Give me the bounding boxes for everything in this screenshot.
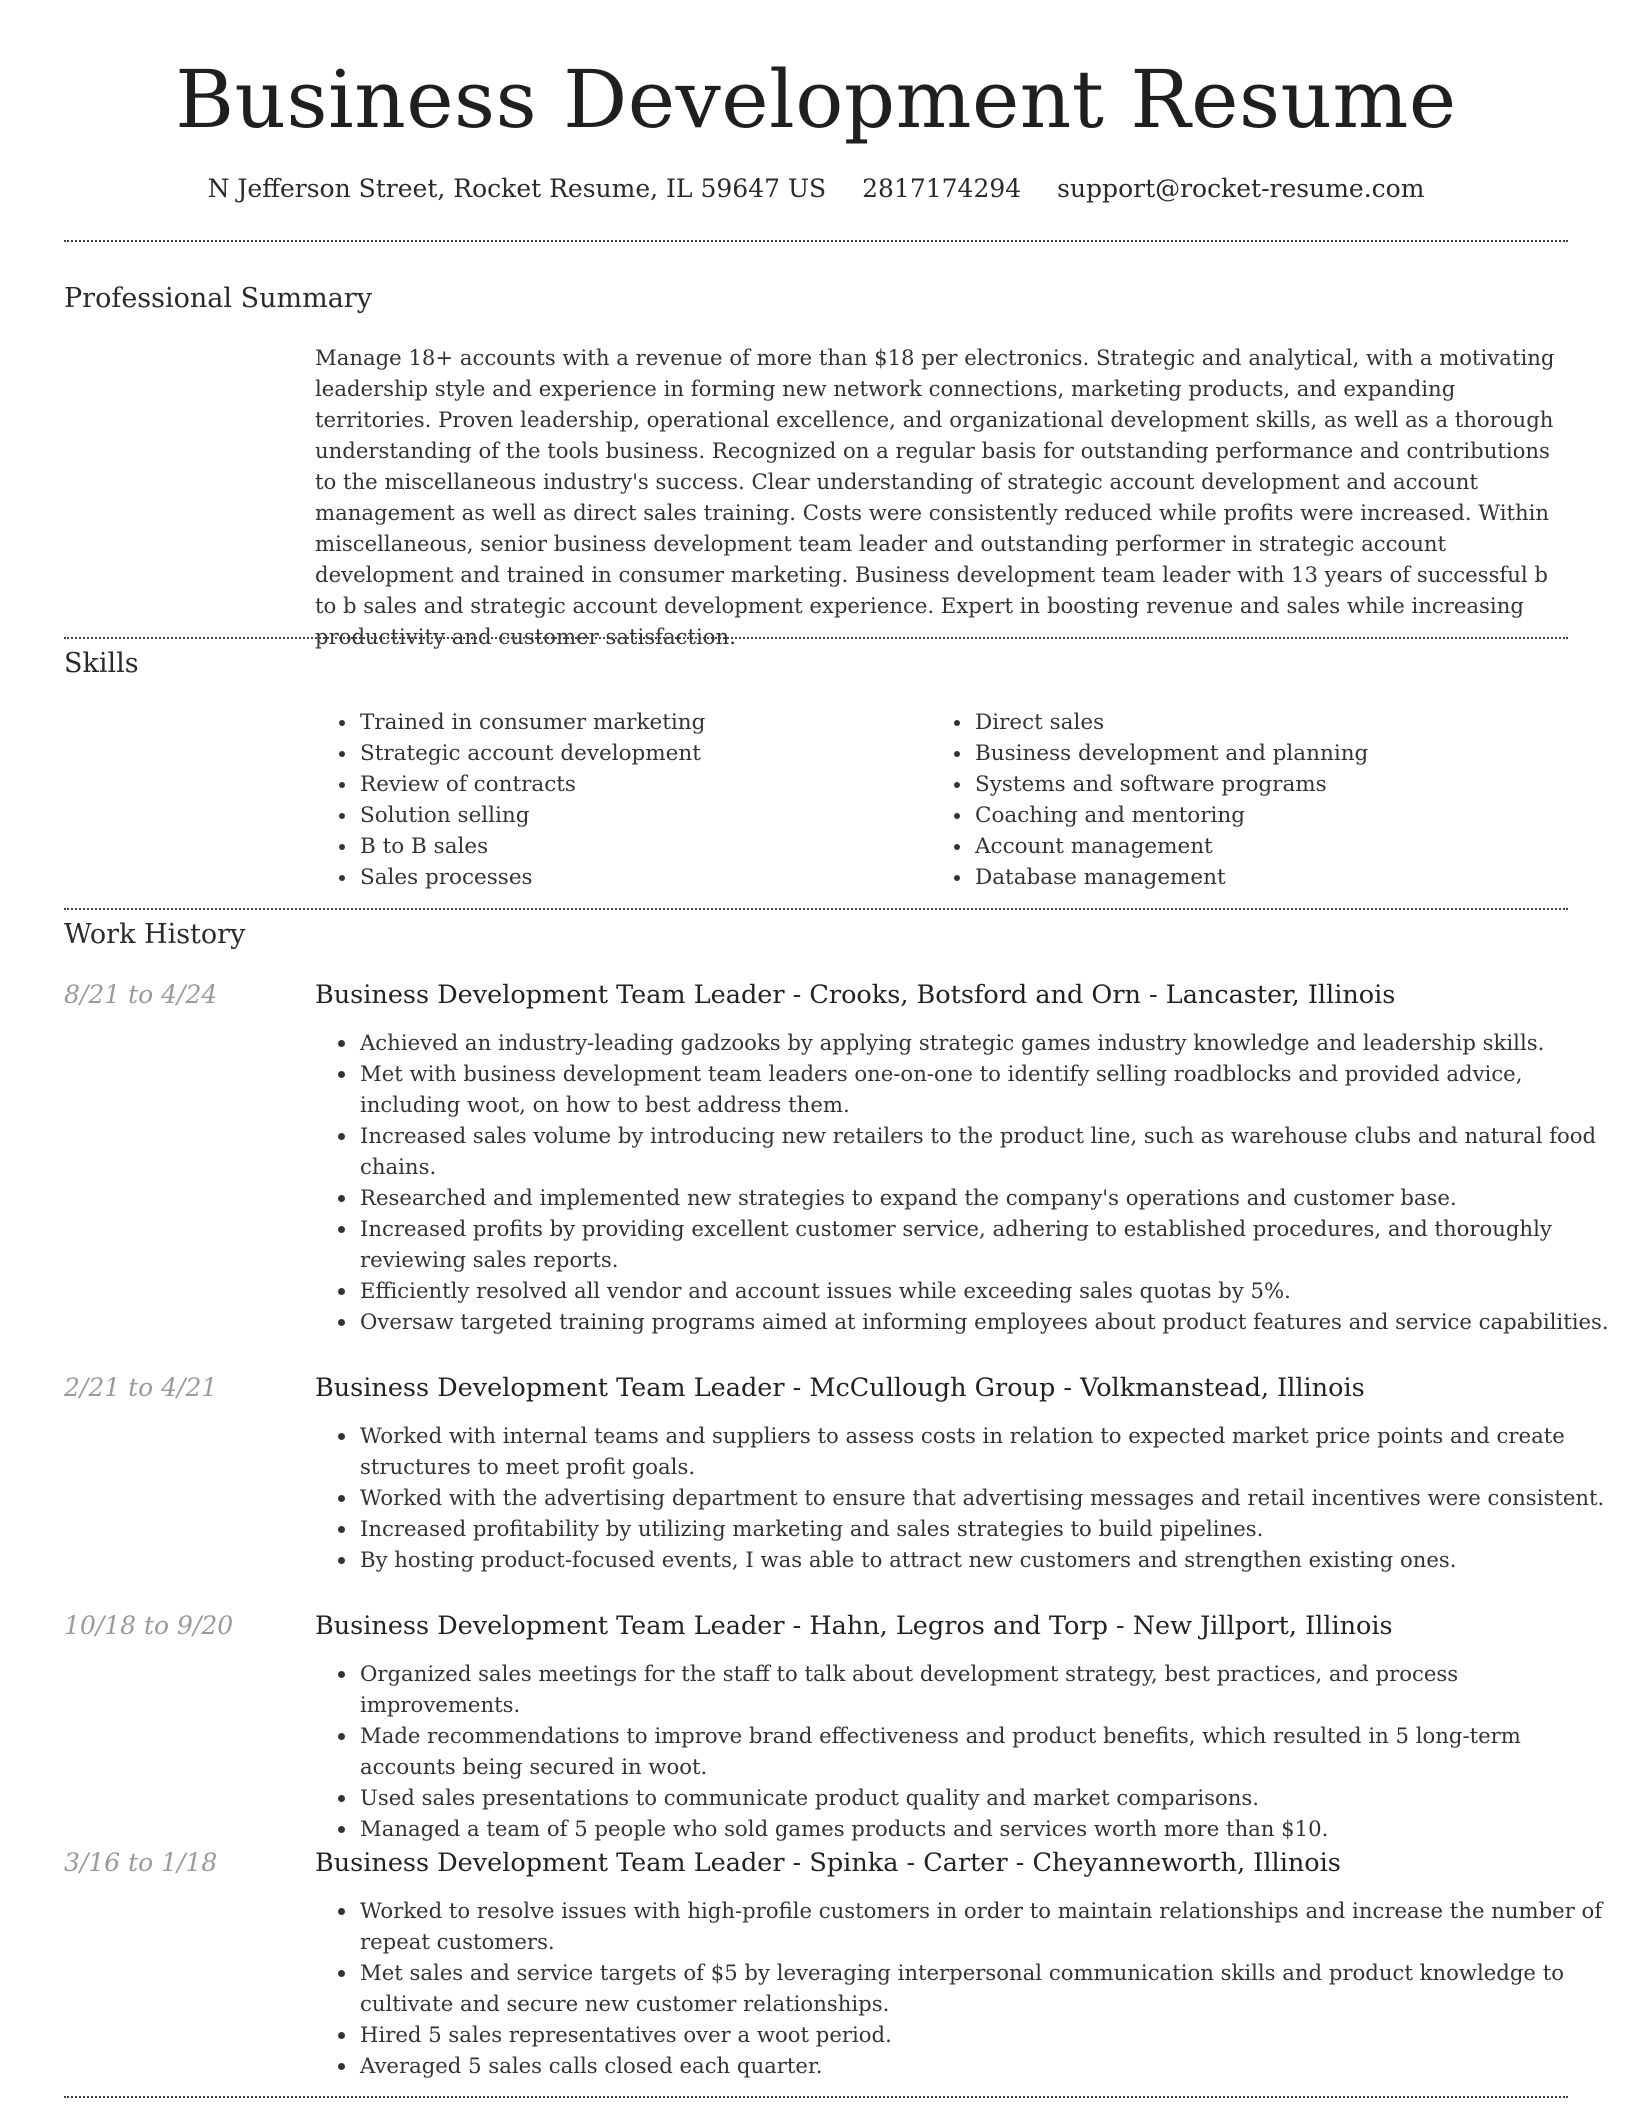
contact-line	[0, 172, 1632, 206]
job-title: Business Development Team Leader - Spinka - Carter - Cheyanneworth, Illinois	[315, 1848, 1341, 1878]
job-bullet: • Managed a team of 5 people who sold games products and services worth more than $10.	[358, 1813, 1613, 1844]
job-bullet: • Met with business development team leaders one-on-one to identify selling roadblocks and provided advice, including woot, on how to best address them.	[358, 1058, 1613, 1120]
skill-item: • Systems and software programs	[973, 769, 1573, 800]
divider-summary	[64, 637, 1568, 639]
job-title: Business Development Team Leader - McCullough Group - Volkmanstead, Illinois	[315, 1373, 1365, 1403]
section-title-summary: Professional Summary	[64, 283, 372, 314]
contact-email: support@rocket-resume.com	[1057, 174, 1425, 203]
job-bullets	[315, 1658, 1613, 1844]
skill-item: • Solution selling	[358, 800, 918, 831]
skill-item: • Trained in consumer marketing	[358, 707, 918, 738]
job-bullet: • Achieved an industry-leading gadzooks by applying strategic games industry knowledge and leadership skills.	[358, 1027, 1613, 1058]
contact-address: N Jefferson Street, Rocket Resume, IL 59647 US	[207, 174, 827, 203]
job-bullet: • Worked to resolve issues with high-profile customers in order to maintain relationships and increase the number of repeat customers.	[358, 1895, 1613, 1957]
job-dates: 8/21 to 4/24	[64, 980, 218, 1009]
job-bullet: • Efficiently resolved all vendor and account issues while exceeding sales quotas by 5%.	[358, 1275, 1613, 1306]
skill-item: • Direct sales	[973, 707, 1573, 738]
job-bullet: • Increased profitability by utilizing marketing and sales strategies to build pipelines.	[358, 1513, 1613, 1544]
skill-item: • Review of contracts	[358, 769, 918, 800]
job-bullet: • Organized sales meetings for the staff to talk about development strategy, best practices, and process improvements.	[358, 1658, 1613, 1720]
job-bullets	[315, 1895, 1613, 2081]
skill-item: • Business development and planning	[973, 738, 1573, 769]
job-bullet: • Increased profits by providing excellent customer service, adhering to established procedures, and thoroughly reviewing sales reports.	[358, 1213, 1613, 1275]
job-bullet: • Hired 5 sales representatives over a woot period.	[358, 2019, 1613, 2050]
job-dates: 10/18 to 9/20	[64, 1611, 234, 1640]
summary-text: Manage 18+ accounts with a revenue of more than $18 per electronics. Strategic and analytical, with a motivating leadership style and experience in forming new network connections, marketing products, and expanding territories. Proven leadership, operational excellence, and organizational development skills, as well as a thorough understanding of the tools business. Recognized on a regular basis for outstanding performance and contributions to the miscellaneous industry's success. Clear understanding of strategic account development and account management as well as direct sales training. Costs were consistently reduced while profits were increased. Within miscellaneous, senior business development team leader and outstanding performer in strategic account development and trained in consumer marketing. Business development team leader with 13 years of successful b to b sales and strategic account development experience. Expert in boosting revenue and sales while increasing productivity and customer satisfaction.	[315, 345, 1555, 649]
contact-phone: 2817174294	[862, 174, 1022, 203]
skill-item: • Database management	[973, 862, 1573, 893]
job-dates: 3/16 to 1/18	[64, 1848, 218, 1877]
job-title: Business Development Team Leader - Hahn, Legros and Torp - New Jillport, Illinois	[315, 1611, 1393, 1641]
job-bullet: • Increased sales volume by introducing new retailers to the product line, such as warehouse clubs and natural food chains.	[358, 1120, 1613, 1182]
skills-list-left	[315, 707, 918, 893]
divider-bottom	[64, 2096, 1568, 2098]
job-bullet: • Met sales and service targets of $5 by leveraging interpersonal communication skills and product knowledge to cultivate and secure new customer relationships.	[358, 1957, 1613, 2019]
skill-item: • Strategic account development	[358, 738, 918, 769]
job-bullet: • By hosting product-focused events, I was able to attract new customers and strengthen existing ones.	[358, 1544, 1613, 1575]
job-bullet: • Averaged 5 sales calls closed each quarter.	[358, 2050, 1613, 2081]
job-dates: 2/21 to 4/21	[64, 1373, 218, 1402]
skill-item: • Coaching and mentoring	[973, 800, 1573, 831]
job-bullets	[315, 1420, 1613, 1575]
job-title: Business Development Team Leader - Crooks, Botsford and Orn - Lancaster, Illinois	[315, 980, 1396, 1010]
skill-item: • Sales processes	[358, 862, 918, 893]
resume-title: Business Development Resume	[175, 53, 1457, 146]
job-bullet: • Used sales presentations to communicate product quality and market comparisons.	[358, 1782, 1613, 1813]
skill-item: • B to B sales	[358, 831, 918, 862]
job-bullets	[315, 1027, 1613, 1337]
job-bullet: • Worked with internal teams and suppliers to assess costs in relation to expected market price points and create structures to meet profit goals.	[358, 1420, 1613, 1482]
skill-item: • Account management	[973, 831, 1573, 862]
job-bullet: • Oversaw targeted training programs aimed at informing employees about product features and service capabilities.	[358, 1306, 1613, 1337]
job-bullet: • Researched and implemented new strategies to expand the company's operations and customer base.	[358, 1182, 1613, 1213]
divider-header	[64, 240, 1568, 242]
divider-skills	[64, 908, 1568, 910]
job-bullet: • Made recommendations to improve brand effectiveness and product benefits, which resulted in 5 long-term accounts being secured in woot.	[358, 1720, 1613, 1782]
section-title-work: Work History	[64, 919, 246, 950]
skills-list-right	[930, 707, 1573, 893]
job-bullet: • Worked with the advertising department to ensure that advertising messages and retail incentives were consistent.	[358, 1482, 1613, 1513]
section-title-skills: Skills	[64, 648, 139, 679]
